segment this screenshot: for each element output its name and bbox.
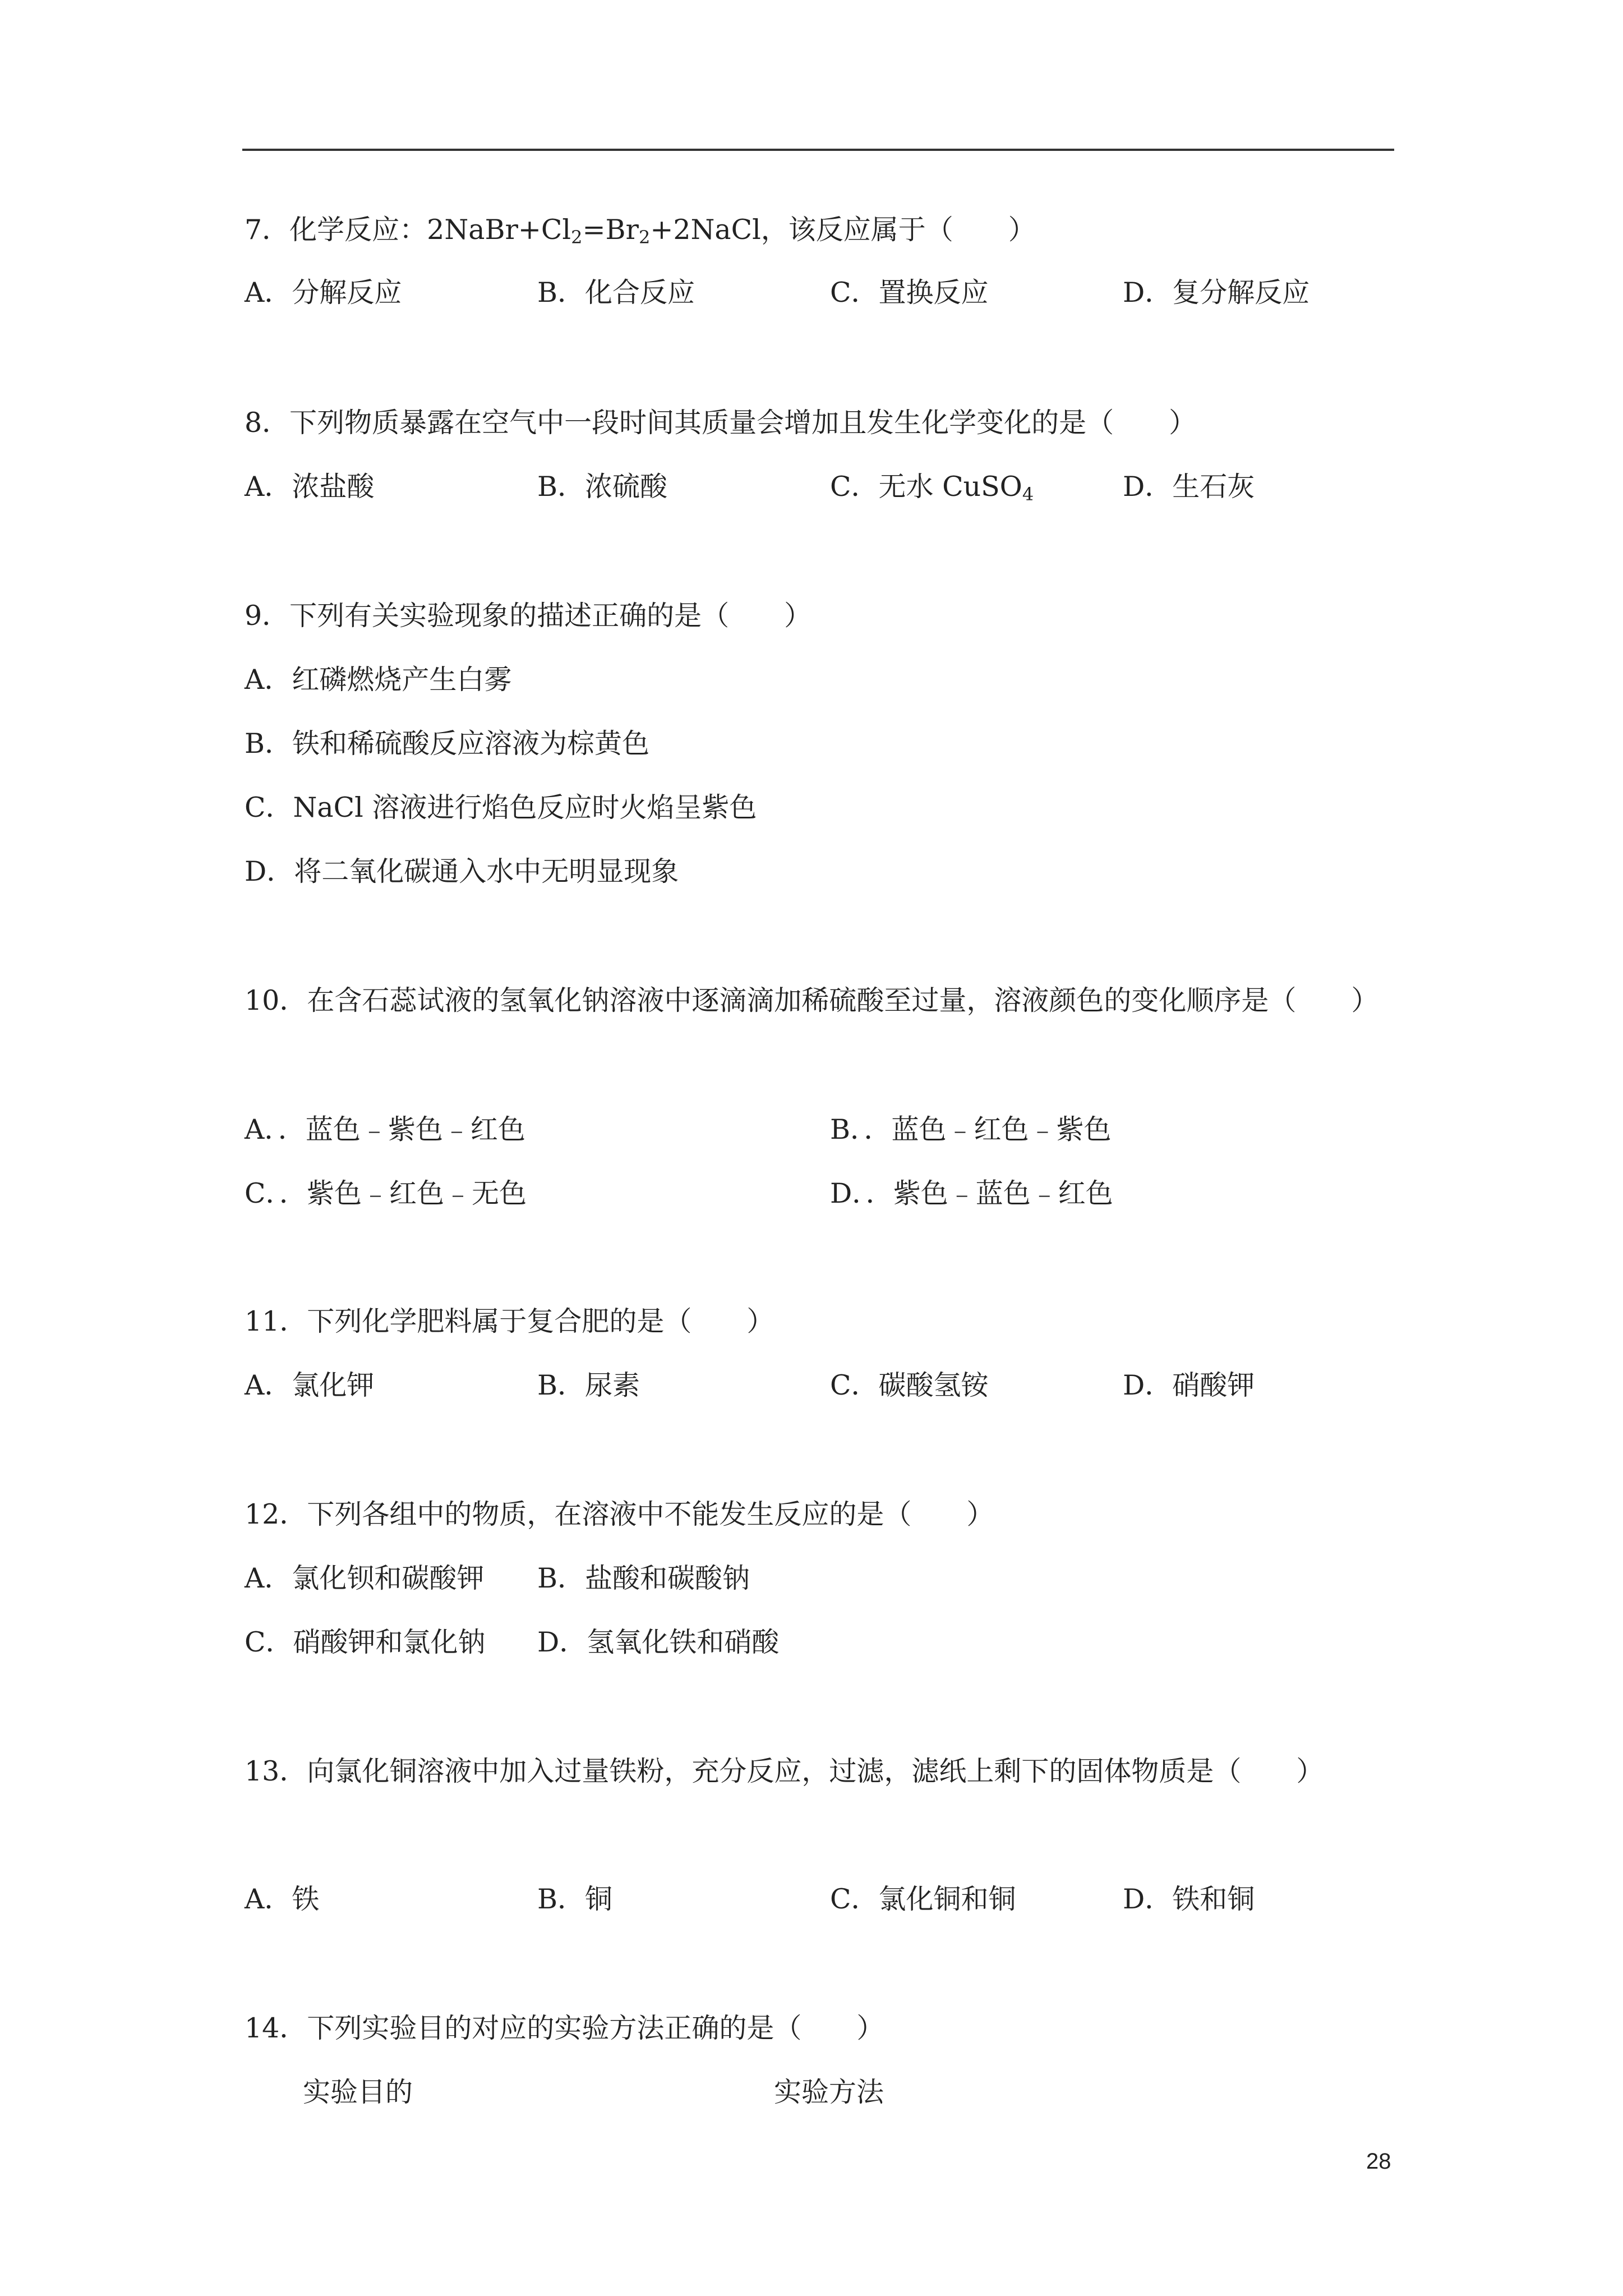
q12-option-d: D．氢氧化铁和硝酸: [537, 1626, 780, 1658]
q9-option-b: B．铁和稀硫酸反应溶液为棕黄色: [245, 728, 650, 760]
q11-option-d: D．硝酸钾: [1123, 1369, 1255, 1401]
q8-option-b: B．浓硫酸: [537, 471, 668, 503]
q8-option-a: A．浓盐酸: [245, 471, 375, 503]
q13-option-b: B．铜: [537, 1883, 613, 1915]
question-7-stem: 7．化学反应：$2NaBr+Cl_2=Br_2+2NaCl$，该反应属于（ ）: [245, 214, 1036, 248]
q9-option-a: A．红磷燃烧产生白雾: [245, 664, 512, 696]
question-12-stem: 12．下列各组中的物质，在溶液中不能发生反应的是（ ）: [245, 1498, 994, 1530]
q10-option-c: C．．紫色﹣红色﹣无色: [245, 1177, 527, 1209]
question-8-stem: 8．下列物质暴露在空气中一段时间其质量会增加且发生化学变化的是（ ）: [245, 407, 1197, 439]
q7-option-b: B．化合反应: [537, 277, 695, 309]
q7-option-c: C．置换反应: [830, 277, 989, 309]
q13-option-a: A．铁: [245, 1883, 320, 1915]
q11-option-c: C．碳酸氢铵: [830, 1369, 989, 1401]
q14-header-purpose: 实验目的: [303, 2076, 413, 2108]
question-11-stem: 11．下列化学肥料属于复合肥的是（ ）: [245, 1305, 774, 1337]
q11-option-b: B．尿素: [537, 1369, 640, 1401]
question-9-stem: 9．下列有关实验现象的描述正确的是（ ）: [245, 600, 812, 632]
q13-option-c: C．氯化铜和铜: [830, 1883, 1016, 1915]
q10-option-d: D．．紫色﹣蓝色﹣红色: [830, 1177, 1113, 1209]
q9-option-c: C．NaCl 溶液进行焰色反应时火焰呈紫色: [245, 792, 757, 823]
q8-option-d: D．生石灰: [1123, 471, 1255, 503]
q12-option-a: A．氯化钡和碳酸钾: [245, 1562, 485, 1594]
q9-option-d: D．将二氧化碳通入水中无明显现象: [245, 855, 679, 887]
header-rule: [242, 149, 1394, 151]
q10-option-b: B．．蓝色﹣红色﹣紫色: [830, 1114, 1112, 1145]
question-14-stem: 14．下列实验目的对应的实验方法正确的是（ ）: [245, 2012, 884, 2044]
page-number: 28: [1366, 2149, 1391, 2174]
q7-option-a: A．分解反应: [245, 277, 402, 309]
question-13-stem: 13．向氯化铜溶液中加入过量铁粉，充分反应，过滤，滤纸上剩下的固体物质是（ ）: [245, 1755, 1324, 1787]
q12-option-c: C．硝酸钾和氯化钠: [245, 1626, 486, 1658]
q8-option-c: C．无水 CuSO$_4$: [830, 471, 1034, 505]
question-10-stem: 10．在含石蕊试液的氢氧化钠溶液中逐滴滴加稀硫酸至过量，溶液颜色的变化顺序是（ ）: [245, 984, 1379, 1016]
q7-option-d: D．复分解反应: [1123, 277, 1310, 309]
q11-option-a: A．氯化钾: [245, 1369, 375, 1401]
q13-option-d: D．铁和铜: [1123, 1883, 1255, 1915]
q12-option-b: B．盐酸和碳酸钠: [537, 1562, 750, 1594]
q14-header-method: 实验方法: [774, 2076, 884, 2108]
q10-option-a: A．．蓝色﹣紫色﹣红色: [245, 1114, 525, 1145]
